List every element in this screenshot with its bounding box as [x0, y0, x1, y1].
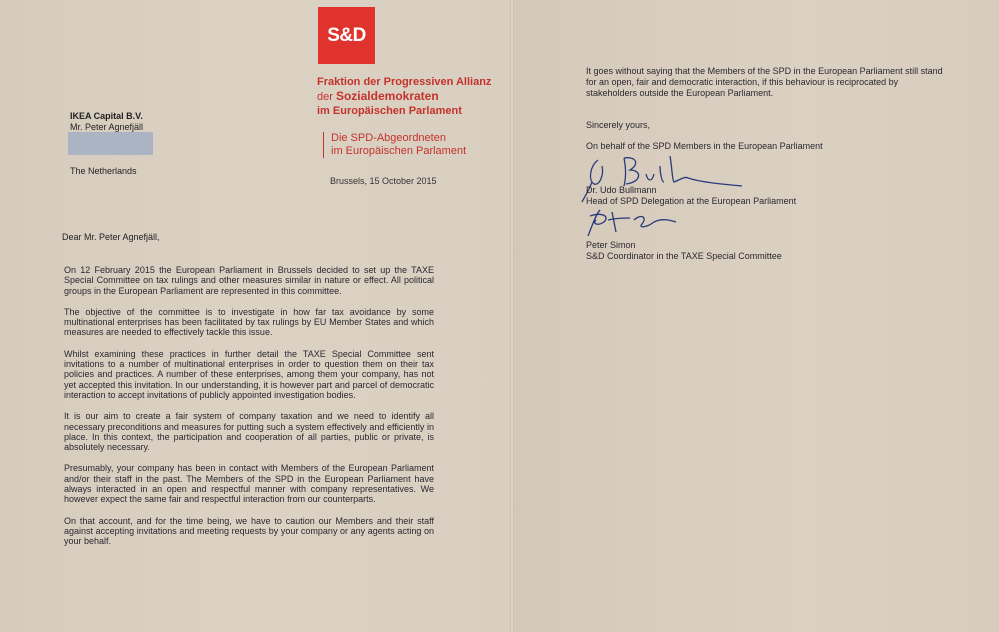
- salutation: Dear Mr. Peter Agnefjäll,: [62, 232, 160, 242]
- body-paragraph: On 12 February 2015 the European Parliament in Brussels decided to set up the TAXE Special Committee on tax rulings and other measures similar in nature or effect. All political groups in the European Parliament are represented in this committee.: [64, 265, 434, 296]
- letter-date: Brussels, 15 October 2015: [330, 176, 437, 186]
- on-behalf-line: On behalf of the SPD Members in the European Parliament: [586, 141, 823, 151]
- signer-2-name: Peter Simon: [586, 240, 636, 250]
- spd-line-2: im Europäischen Parlament: [331, 145, 467, 157]
- letter-body: [64, 265, 434, 558]
- recipient-company: IKEA Capital B.V.: [70, 111, 143, 121]
- redacted-address: [68, 132, 153, 155]
- signer-1-name: Dr. Udo Bullmann: [586, 185, 657, 195]
- recipient-country: The Netherlands: [70, 166, 137, 176]
- org-line-2: [317, 89, 497, 104]
- body-paragraph: It is our aim to create a fair system of company taxation and we need to identify all necessary preconditions and measures for putting such a system effectively and efficiently in place. In this context, the participation and cooperation of all parties, public or private, is absolutely necessary.: [64, 411, 434, 453]
- recipient-address: [70, 111, 143, 133]
- signature-simon: [582, 206, 682, 242]
- signer-2-title: S&D Coordinator in the TAXE Special Committee: [586, 251, 782, 261]
- recipient-name: Mr. Peter Agnefjäll: [70, 122, 144, 132]
- page-fold: [510, 0, 514, 632]
- sd-logo: S&D: [318, 7, 375, 64]
- org-line-2-prefix: der: [317, 91, 333, 103]
- org-line-1: Fraktion der Progressiven Allianz: [317, 76, 492, 88]
- org-line-3: im Europäischen Parlament: [317, 105, 462, 117]
- closing-paragraph-text: It goes without saying that the Members of the SPD in the European Parliament still stand for an open, fair and democratic interaction, if this behaviour is reciprocated by stakeholders outside the European Parliament.: [586, 66, 943, 98]
- organisation-name: [317, 75, 497, 118]
- spd-line-1: Die SPD-Abgeordneten: [331, 132, 446, 144]
- closing-paragraph: [586, 66, 946, 99]
- signer-1-title: Head of SPD Delegation at the European Parliament: [586, 196, 797, 206]
- body-paragraph: Presumably, your company has been in contact with Members of the European Parliament and/or their staff in the past. The Members of the SPD in the European Parliament have always interacted in an open and respectful manner with company representatives. We however expect the same fair and respectful interaction from our counterparts.: [64, 463, 434, 505]
- spd-delegation: [323, 132, 466, 158]
- body-paragraph: The objective of the committee is to investigate in how far tax avoidance by some multinational enterprises has been facilitated by tax rulings by EU Member States and which measures are needed to effectively tackle this issue.: [64, 306, 434, 338]
- closing-phrase: Sincerely yours,: [586, 120, 651, 130]
- org-line-2-bold: Sozialdemokraten: [335, 89, 439, 103]
- body-paragraph: On that account, and for the time being, we have to caution our Members and their staff against accepting invitations and meeting requests by your company or any agents acting on your behalf.: [64, 515, 434, 547]
- body-paragraph: Whilst examining these practices in further detail the TAXE Special Committee sent invitations to a number of multinational enterprises in order to question them on their tax policies and practices. A number of these enterprises, among them your company, has not yet accepted this invitation. In our understanding, it is however part and parcel of democratic interaction to accept invitations of publicly appointed investigation bodies.: [64, 348, 434, 400]
